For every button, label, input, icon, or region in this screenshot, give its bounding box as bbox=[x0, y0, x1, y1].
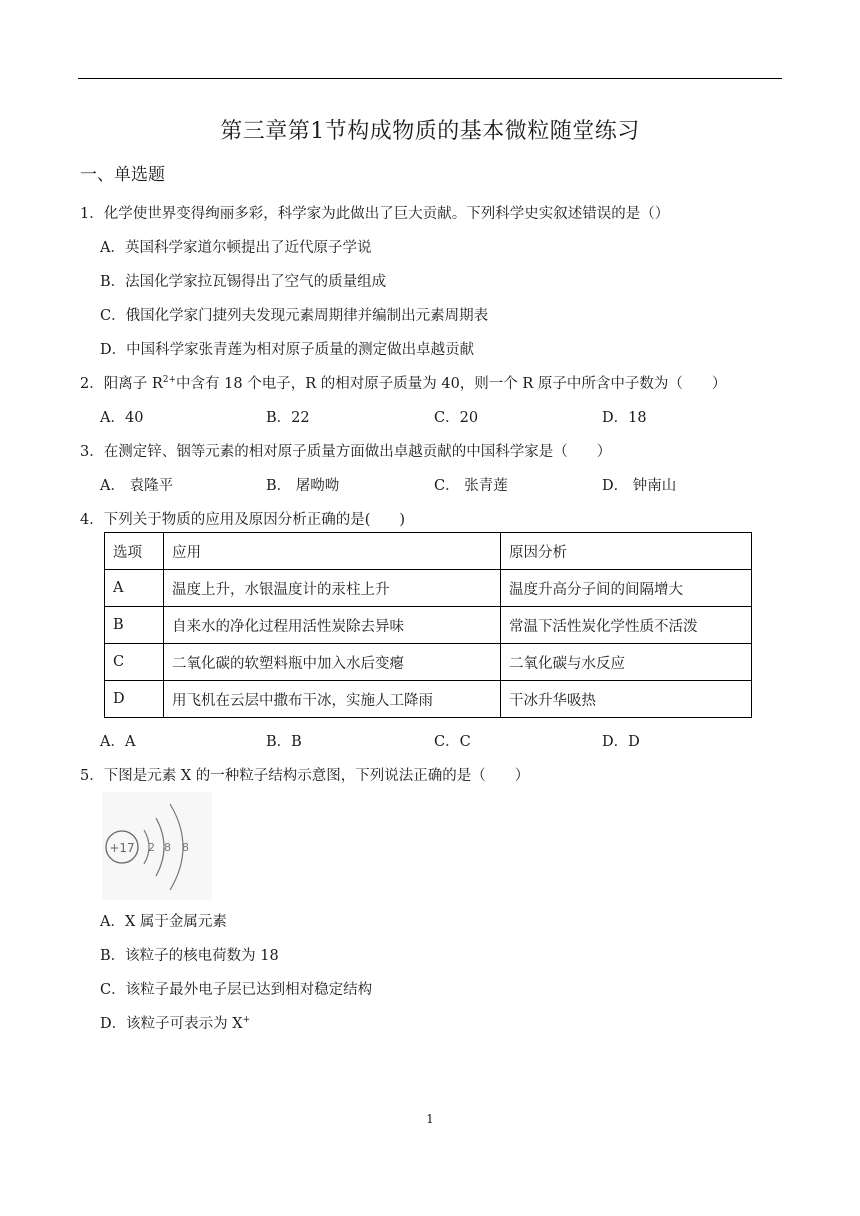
question-1-option-d: D．中国科学家张青莲为相对原子质量的测定做出卓越贡献 bbox=[100, 342, 475, 358]
table-cell: C bbox=[105, 644, 164, 681]
question-5-option-d-text: D．该粒子可表示为 X bbox=[100, 1016, 243, 1032]
shell-3-electrons: 8 bbox=[182, 841, 189, 854]
question-5-option-d bbox=[100, 1012, 250, 1033]
question-3-option-b: B． 屠呦呦 bbox=[266, 478, 340, 494]
question-5-stem: 5．下图是元素 X 的一种粒子结构示意图，下列说法正确的是（ ） bbox=[80, 768, 530, 784]
header-rule bbox=[78, 78, 782, 79]
atomic-structure-diagram bbox=[102, 792, 212, 900]
table-cell: 用飞机在云层中撒布干冰，实施人工降雨 bbox=[164, 681, 501, 718]
question-5-option-c: C．该粒子最外电子层已达到相对稳定结构 bbox=[100, 982, 373, 998]
question-4-stem: 4．下列关于物质的应用及原因分析正确的是( ) bbox=[80, 512, 406, 528]
table-cell: D bbox=[105, 681, 164, 718]
table-cell: 温度上升，水银温度计的汞柱上升 bbox=[164, 570, 501, 607]
question-4-option-a: A．A bbox=[100, 734, 136, 750]
table-row bbox=[105, 681, 752, 718]
table-cell: B bbox=[105, 607, 164, 644]
table-cell: 二氧化碳的软塑料瓶中加入水后变瘪 bbox=[164, 644, 501, 681]
question-2-stem bbox=[80, 372, 726, 393]
table-row bbox=[105, 570, 752, 607]
table-header-cell: 应用 bbox=[164, 533, 501, 570]
question-3-option-a: A． 袁隆平 bbox=[100, 478, 174, 494]
question-2-option-b: B．22 bbox=[266, 410, 310, 426]
question-2-option-d: D．18 bbox=[602, 410, 647, 426]
page-title: 第三章第1节构成物质的基本微粒随堂练习 bbox=[220, 119, 640, 144]
question-1-option-c: C．俄国化学家门捷列夫发现元素周期律并编制出元素周期表 bbox=[100, 308, 489, 324]
table-row bbox=[105, 644, 752, 681]
table-cell: 自来水的净化过程用活性炭除去异味 bbox=[164, 607, 501, 644]
question-5-option-b: B．该粒子的核电荷数为 18 bbox=[100, 948, 279, 964]
question-4-option-b: B．B bbox=[266, 734, 302, 750]
question-3-option-c: C． 张青莲 bbox=[434, 478, 508, 494]
table-header-cell: 选项 bbox=[105, 533, 164, 570]
shell-1-electrons: 2 bbox=[148, 841, 155, 854]
shell-2-electrons: 8 bbox=[164, 841, 171, 854]
table-cell: 常温下活性炭化学性质不活泼 bbox=[501, 607, 752, 644]
question-1-stem: 1．化学使世界变得绚丽多彩，科学家为此做出了巨大贡献。下列科学史实叙述错误的是（） bbox=[80, 206, 670, 222]
table-cell: 二氧化碳与水反应 bbox=[501, 644, 752, 681]
question-2-option-c: C．20 bbox=[434, 410, 479, 426]
question-4-option-d: D．D bbox=[602, 734, 640, 750]
question-3-stem: 3．在测定锌、铟等元素的相对原子质量方面做出卓越贡献的中国科学家是（ ） bbox=[80, 444, 612, 460]
table-row bbox=[105, 607, 752, 644]
question-1-option-b: B．法国化学家拉瓦锡得出了空气的质量组成 bbox=[100, 274, 387, 290]
nucleus-charge: +17 bbox=[109, 841, 135, 855]
question-2-charge: 2+ bbox=[162, 375, 177, 386]
question-2-stem-start: 2．阳离子 R bbox=[80, 376, 163, 392]
question-4-option-c: C．C bbox=[434, 734, 471, 750]
question-3-option-d: D． 钟南山 bbox=[602, 478, 677, 494]
question-4-table bbox=[104, 532, 752, 718]
table-cell: 干冰升华吸热 bbox=[501, 681, 752, 718]
table-cell: A bbox=[105, 570, 164, 607]
section-heading: 一、单选题 bbox=[80, 165, 165, 185]
question-2-stem-end: 中含有 18 个电子，R 的相对原子质量为 40，则一个 R 原子中所含中子数为（ ） bbox=[176, 376, 727, 392]
question-5-option-d-charge: + bbox=[242, 1015, 251, 1026]
question-1-option-a: A．英国科学家道尔顿提出了近代原子学说 bbox=[100, 240, 372, 256]
page-number: 1 bbox=[426, 1112, 434, 1126]
table-header-cell: 原因分析 bbox=[501, 533, 752, 570]
table-cell: 温度升高分子间的间隔增大 bbox=[501, 570, 752, 607]
table-header-row bbox=[105, 533, 752, 570]
question-5-option-a: A．X 属于金属元素 bbox=[100, 914, 227, 930]
question-2-option-a: A．40 bbox=[100, 410, 144, 426]
